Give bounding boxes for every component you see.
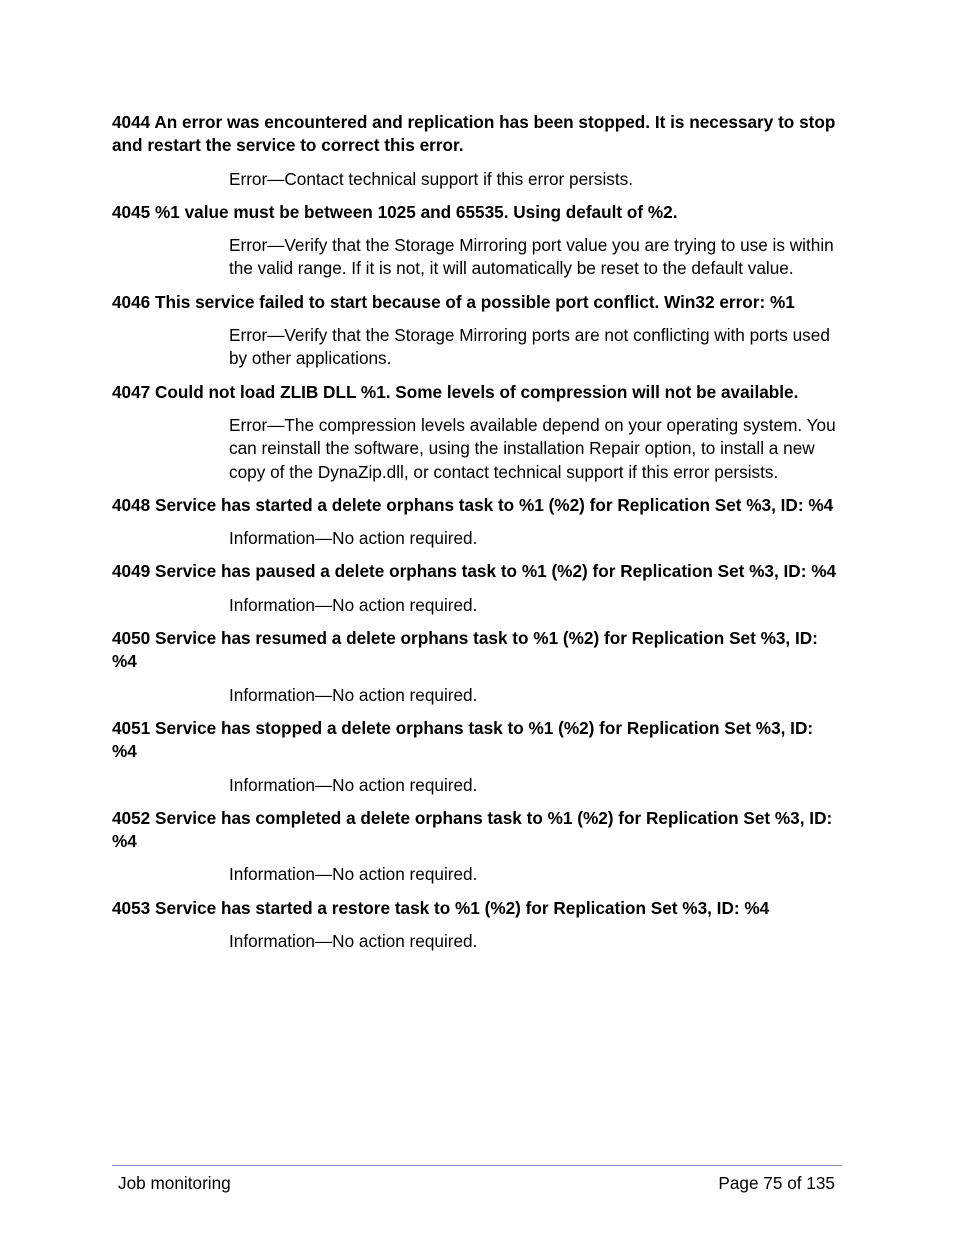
message-description: Error—Contact technical support if this error persists. xyxy=(229,168,634,189)
message-description: Information—No action required. xyxy=(229,594,478,615)
document-body xyxy=(112,111,842,963)
message-entry-4047 xyxy=(112,381,842,484)
message-title: 4045 %1 value must be between 1025 and 65535. Using default of %2. xyxy=(112,201,678,222)
message-description: Error—Verify that the Storage Mirroring port value you are trying to use is within the valid range. If it is not, it will automatically be reset to the default value. xyxy=(229,235,834,279)
message-description: Information—No action required. xyxy=(229,864,478,885)
message-entry-4051 xyxy=(112,717,842,797)
message-title: 4048 Service has started a delete orphans task to %1 (%2) for Replication Set %3, ID: %4 xyxy=(112,494,834,515)
message-entry-4049 xyxy=(112,560,842,617)
message-title: 4049 Service has paused a delete orphans task to %1 (%2) for Replication Set %3, ID: %4 xyxy=(112,561,837,582)
footer-section-name: Job monitoring xyxy=(118,1173,231,1193)
message-title: 4051 Service has stopped a delete orphans task to %1 (%2) for Replication Set %3, ID: %4 xyxy=(112,717,814,762)
message-entry-4050 xyxy=(112,627,842,707)
message-title: 4044 An error was encountered and replication has been stopped. It is necessary to stop and restart the service to correct this error. xyxy=(112,112,836,156)
footer-page-number: Page 75 of 135 xyxy=(718,1173,835,1193)
message-title: 4046 This service failed to start because of a possible port conflict. Win32 error: %1 xyxy=(112,291,795,312)
message-entry-4048 xyxy=(112,494,842,551)
message-description: Error—The compression levels available depend on your operating system. You can reinstall the software, using the installation Repair option, to install a new copy of the DynaZip.dll, or contact technical support if this error persists. xyxy=(229,414,836,482)
message-title: 4047 Could not load ZLIB DLL %1. Some levels of compression will not be available. xyxy=(112,381,799,402)
message-entry-4046 xyxy=(112,291,842,371)
message-title: 4050 Service has resumed a delete orphans task to %1 (%2) for Replication Set %3, ID: %4 xyxy=(112,628,818,672)
message-description: Information—No action required. xyxy=(229,931,478,952)
message-entry-4052 xyxy=(112,807,842,887)
message-description: Information—No action required. xyxy=(229,528,478,549)
message-entry-4044 xyxy=(112,111,842,191)
message-description: Information—No action required. xyxy=(229,684,478,705)
message-entry-4045 xyxy=(112,201,842,281)
message-description: Error—Verify that the Storage Mirroring ports are not conflicting with ports used by other applications. xyxy=(229,325,830,369)
footer-divider xyxy=(112,1165,842,1166)
message-title: 4052 Service has completed a delete orphans task to %1 (%2) for Replication Set %3, ID: %4 xyxy=(112,807,833,852)
message-description: Information—No action required. xyxy=(229,774,478,795)
message-title: 4053 Service has started a restore task to %1 (%2) for Replication Set %3, ID: %4 xyxy=(112,897,770,918)
message-entry-4053 xyxy=(112,897,842,954)
